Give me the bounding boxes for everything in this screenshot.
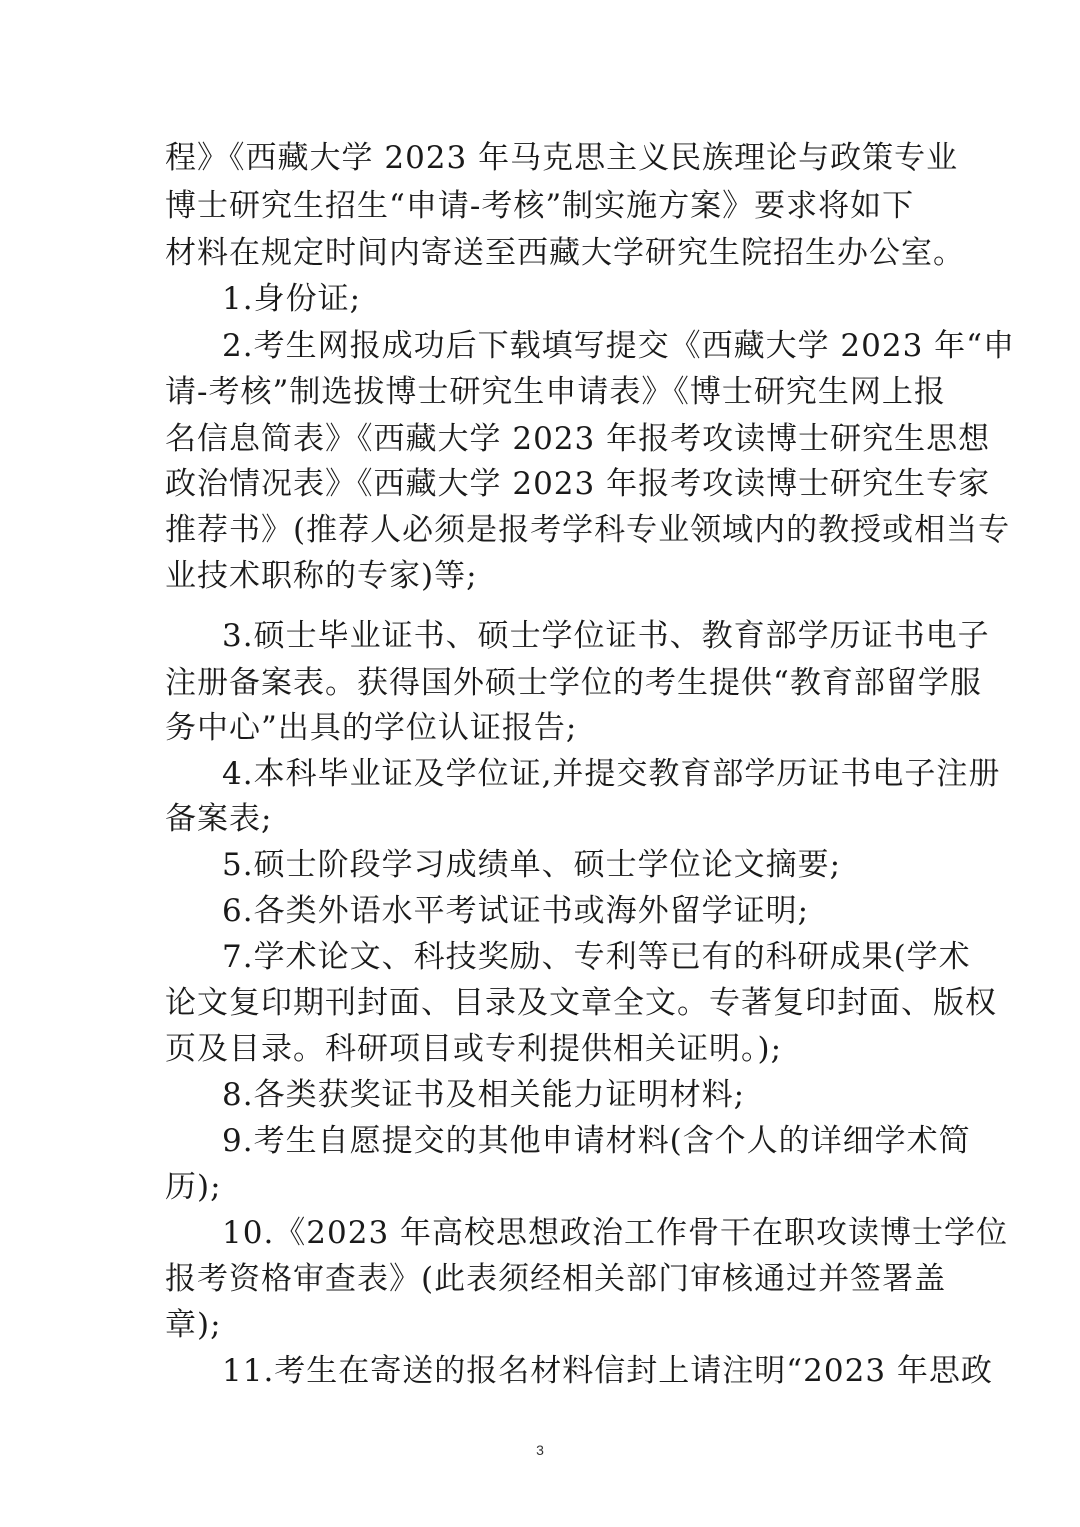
list-item-1: 1.身份证; <box>222 281 362 317</box>
text-line: 业技术职称的专家)等; <box>165 558 478 594</box>
text-line: 博士研究生招生“申请-考核”制实施方案》要求将如下 <box>165 188 915 224</box>
text-line: 页及目录。科研项目或专利提供相关证明。); <box>165 1031 783 1067</box>
text-line: 务中心”出具的学位认证报告; <box>165 710 578 746</box>
text-line: 政治情况表》《西藏大学 2023 年报考攻读博士研究生专家 <box>165 466 991 502</box>
text-line: 材料在规定时间内寄送至西藏大学研究生院招生办公室。 <box>165 235 965 271</box>
list-item-9: 9.考生自愿提交的其他申请材料(含个人的详细学术简 <box>222 1123 971 1159</box>
text-line: 注册备案表。获得国外硕士学位的考生提供“教育部留学服 <box>165 665 982 701</box>
text-line: 章); <box>165 1307 222 1343</box>
list-item-3: 3.硕士毕业证书、硕士学位证书、教育部学历证书电子 <box>222 618 990 654</box>
list-item-11: 11.考生在寄送的报名材料信封上请注明“2023 年思政 <box>222 1353 993 1389</box>
list-item-5: 5.硕士阶段学习成绩单、硕士学位论文摘要; <box>222 847 842 883</box>
list-item-10: 10.《2023 年高校思想政治工作骨干在职攻读博士学位 <box>222 1215 1009 1251</box>
text-line: 备案表; <box>165 801 273 837</box>
text-line: 论文复印期刊封面、目录及文章全文。专著复印封面、版权 <box>165 985 997 1021</box>
list-item-8: 8.各类获奖证书及相关能力证明材料; <box>222 1077 746 1113</box>
text-line: 程》《西藏大学 2023 年马克思主义民族理论与政策专业 <box>165 140 959 176</box>
list-item-4: 4.本科毕业证及学位证,并提交教育部学历证书电子注册 <box>222 756 1001 792</box>
text-line: 历); <box>165 1169 222 1205</box>
page-number: 3 <box>536 1442 544 1458</box>
list-item-7: 7.学术论文、科技奖励、专利等已有的科研成果(学术 <box>222 939 971 975</box>
text-line: 请-考核”制选拔博士研究生申请表》《博士研究生网上报 <box>165 374 946 410</box>
text-line: 名信息简表》《西藏大学 2023 年报考攻读博士研究生思想 <box>165 421 991 457</box>
text-line: 报考资格审查表》(此表须经相关部门审核通过并签署盖 <box>165 1261 947 1297</box>
text-line: 推荐书》(推荐人必须是报考学科专业领域内的教授或相当专 <box>165 512 1011 548</box>
list-item-6: 6.各类外语水平考试证书或海外留学证明; <box>222 893 810 929</box>
list-item-2: 2.考生网报成功后下载填写提交《西藏大学 2023 年“申 <box>222 328 1016 364</box>
